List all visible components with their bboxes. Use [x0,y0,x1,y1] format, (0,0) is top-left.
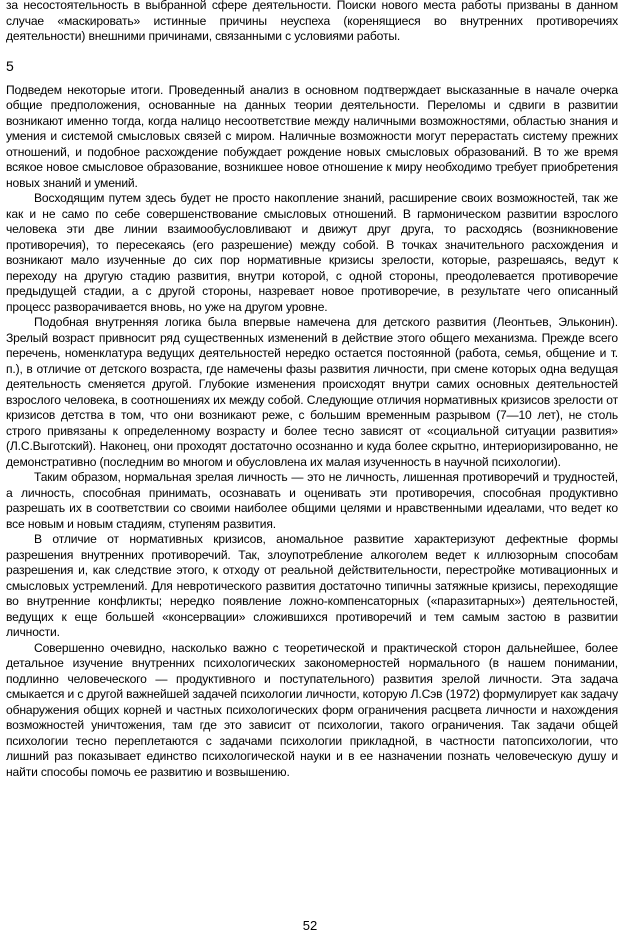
paragraph: Подобная внутренняя логика была впервые намечена для детского развития (Леонтьев, Эльконин). Зрелый возраст привносит ряд существенных изменений в действие этого общего механизма. Прежде всего перечень, номенклатура ведущих деятельностей нередко остается постоянной (работа, семья, общение и т. п.), в отличие от детского возраста, где намечены фазы развития личности, при смене которых одна ведущая деятельность сменяется другой. Глубокие изменения происходят внутри самих основных деятельностей взрослого человека, в соотношениях их между собой. Следующие отличия нормативных кризисов зрелости от кризисов детства в том, что они возникают реже, с большим временным разрывом (7—10 лет), не столь строго привязаны к определенному возрасту и более тесно зависят от «социальной ситуации развития» (Л.С.Выготский). Наконец, они проходят достаточно осознанно и куда более скрытно, интериоризированно, не демонстративно (последним во многом и обусловлена их малая изученность в научной психологии). [6,315,618,469]
paragraph: Совершенно очевидно, насколько важно с теоретической и практической сторон дальнейшее, более детальное изучение внутренних психологических закономерностей нормального (в нашем понимании, подлинно человеческого — продуктивного и поступательного) развития зрелой личности. Эта задача смыкается и с другой важнейшей задачей психологии личности, которую Л.Сэв (1972) формулирует как задачу обнаружения общих корней и частных психологических форм ограничения расцвета личности и нахождения возможностей уничтожения, там где это зависит от психологии, такого ограничения. Так задачи общей психологии тесно переплетаются с задачами психологии прикладной, в частности патопсихологии, что лишний раз показывает единство психологической науки и в ее назначении познать человеческую душу и найти способы помочь ее развитию и возвышению. [6,640,618,779]
paragraph: Восходящим путем здесь будет не просто накопление знаний, расширение своих возможностей, так же как и не само по себе совершенствование смысловых отношений. В гармоническом развитии взрослого человека эти две линии взаимообусловливают и движут друг друга, то расходясь (возникновение противоречия), то пересекаясь (его разрешение) между собой. В точках значительного расхождения и возникают мало изученные до сих пор нормативные кризисы зрелости, которые, разрешаясь, ведут к переходу на другую стадию развития, внутри которой, с одной стороны, преодолевается противоречие предыдущей стадии, а с другой стороны, назревает новое противоречие, в результате чего описанный процесс разворачивается вновь, но уже на другом уровне. [6,191,618,314]
section-number: 5 [6,57,14,74]
paragraph: Подведем некоторые итоги. Проведенный анализ в основном подтверждает высказанные в начале очерка общие предположения, основанные на данных теории деятельности. Переломы и сдвиги в развитии возникают именно тогда, когда налицо несоответствие между наличными возможностями, областью знания и умения и системой смысловых связей с миром. Наличные возможности могут перерастать систему прежних отношений, и подобное расхождение побуждает рождение новых смысловых образований. В то же время всякое новое смысловое образование, возникшее новое отношение к миру необходимо требует приобретения новых знаний и умений. [6,82,618,190]
paragraph: Таким образом, нормальная зрелая личность — это не личность, лишенная противоречий и трудностей, а личность, способная принимать, осознавать и оценивать эти противоречия, способная продуктивно разрешать их в соответствии со своими наиболее общими целями и нравственными идеалами, что ведет ко все новым и новым стадиям, ступеням развития. [6,470,618,531]
paragraph: В отличие от нормативных кризисов, аномальное развитие характеризуют дефектные формы разрешения внутренних противоречий. Так, злоупотребление алкоголем ведет к иллюзорным способам разрешения и, как следствие этого, к отходу от реальной действительности, перестройке мотивационных и смысловых устремлений. Для невротического развития достаточно типичны затяжные кризисы, переходящие во внутренние конфликты; нередко появление ложно-компенсаторных («паразитарных») деятельностей, ведущих к еще большей «консервации» сложившихся противоречий и тем самым застою в развитии личности. [6,532,618,639]
body-text [6,0,618,780]
paragraph-continuation: за несостоятельность в выбранной сфере деятельности. Поиски нового места работы призваны в данном случае «маскировать» истинные причины неуспеха (коренящиеся во внутренних противоречиях деятельности) внешними причинами, связанными с условиями работы. [6,0,618,43]
page-number: 52 [302,918,318,933]
